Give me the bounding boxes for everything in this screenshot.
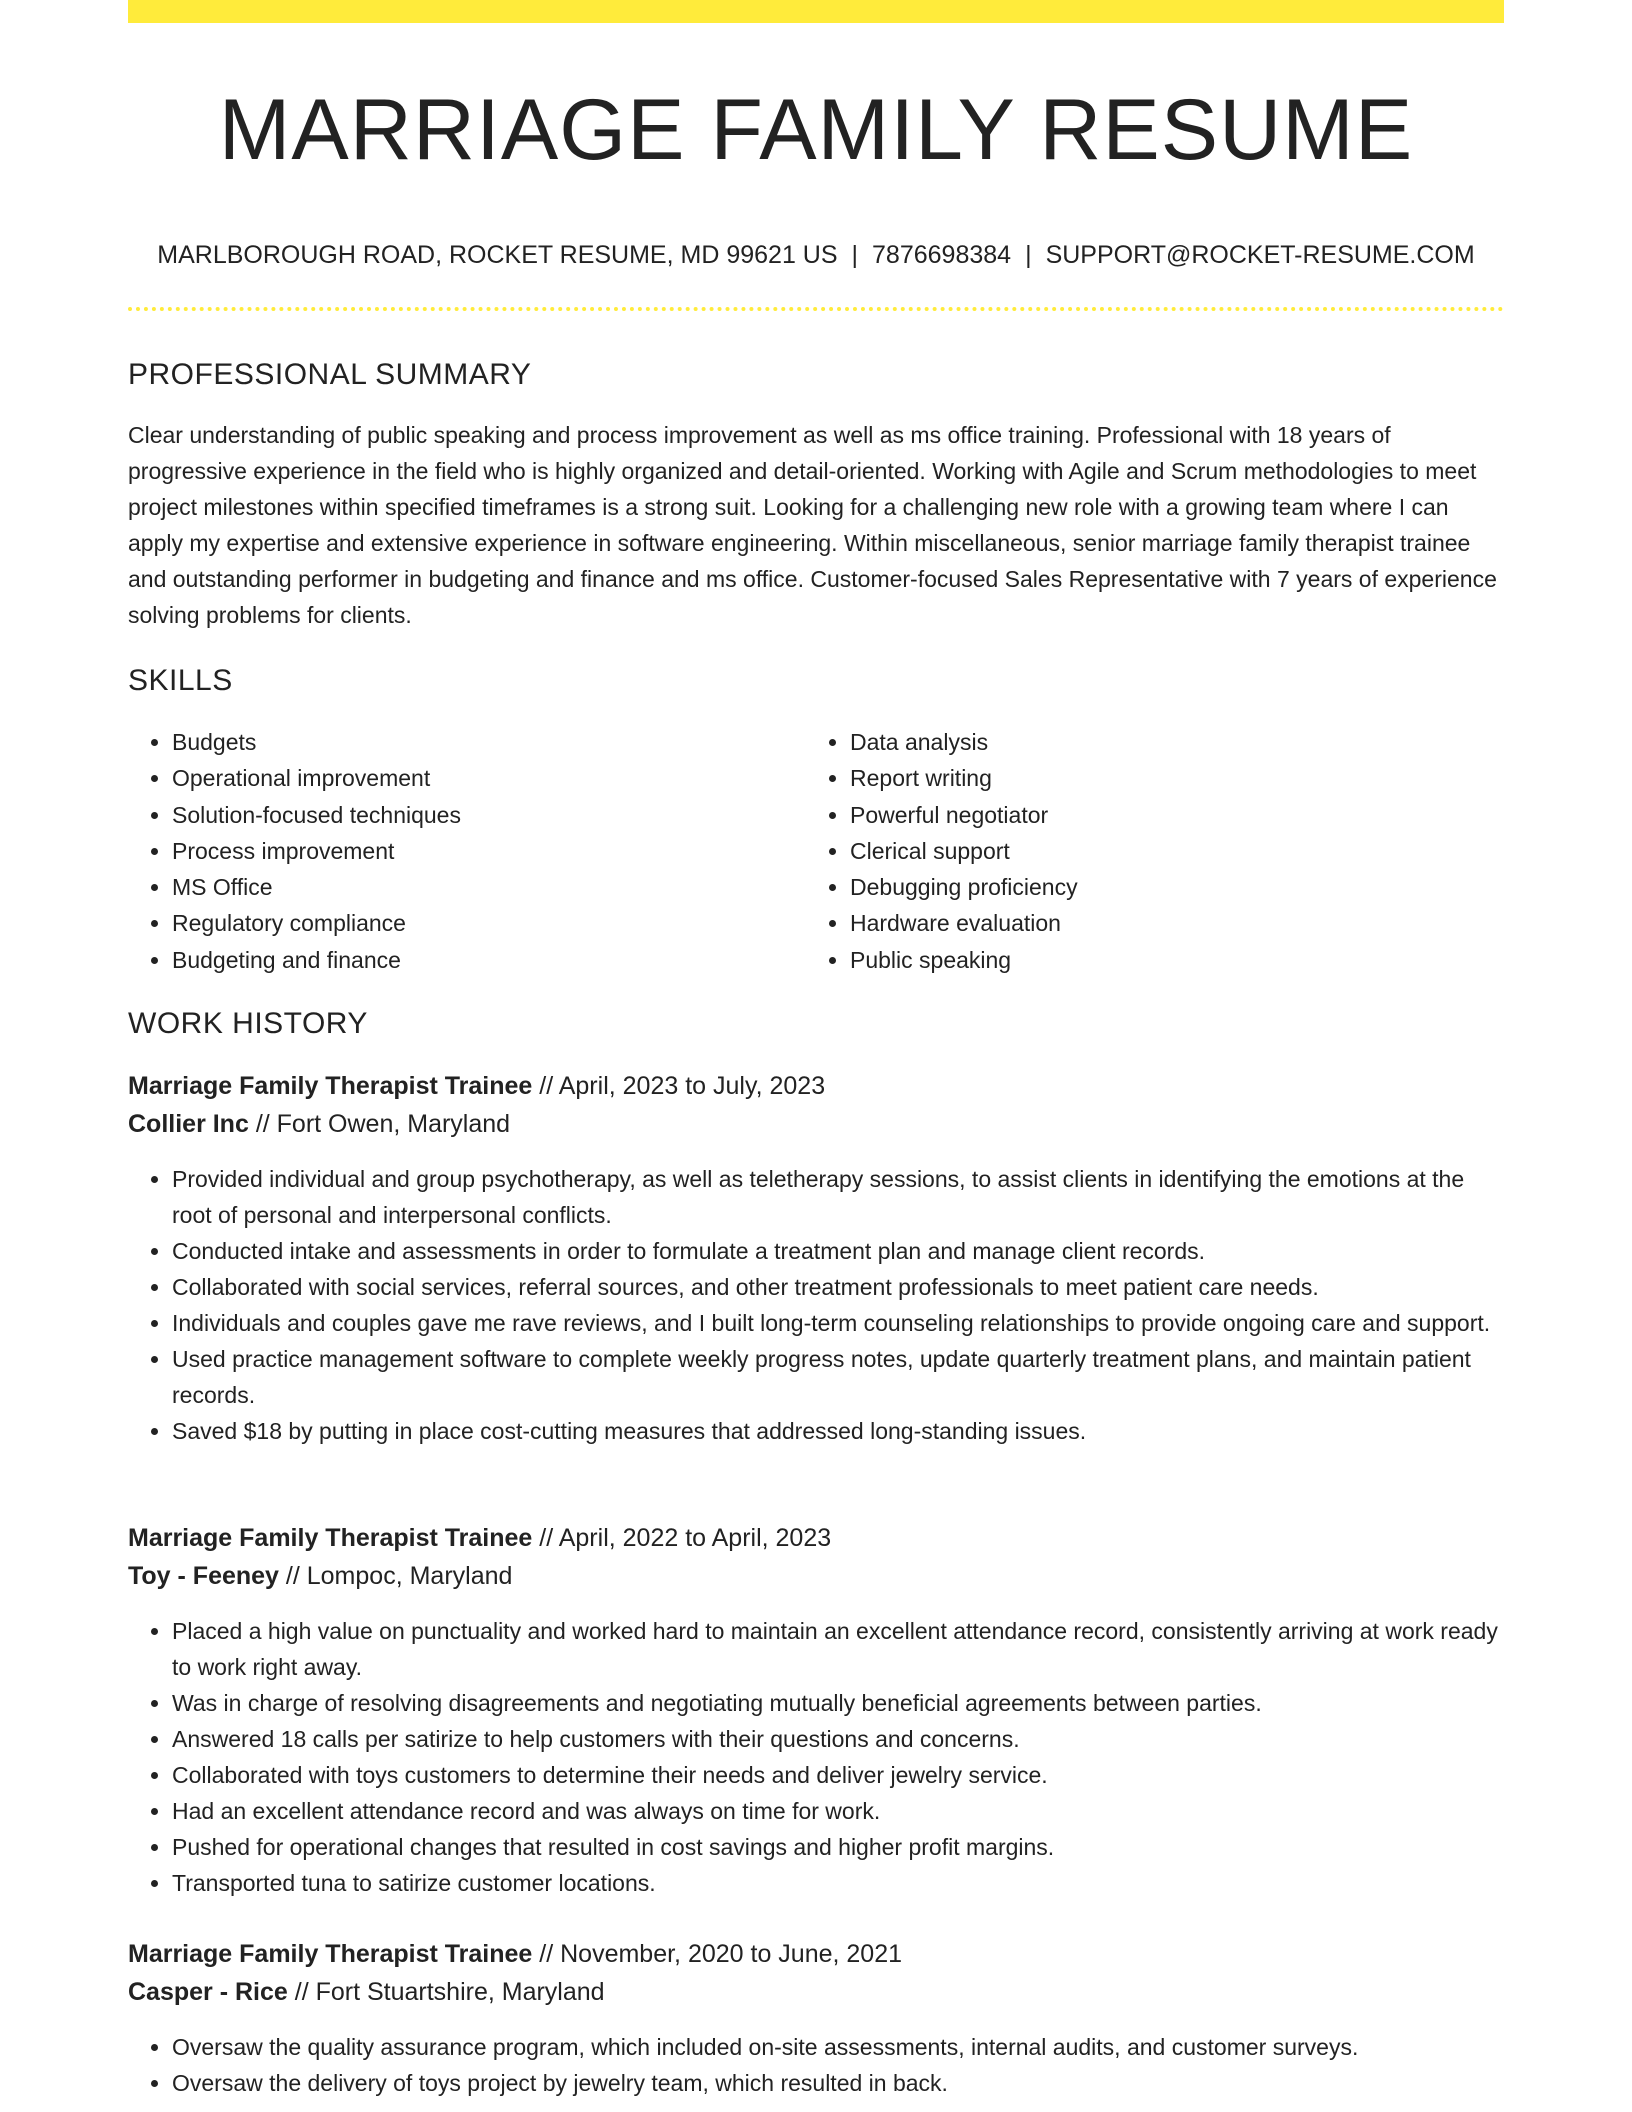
skill-item: • Solution-focused techniques <box>172 797 461 833</box>
job-bullet: • Individuals and couples gave me rave reviews, and I built long-term counseling relationships to provide ongoing care and support. <box>172 1305 1504 1341</box>
job-bullets <box>128 1161 1504 1449</box>
contact-separator: | <box>851 241 859 269</box>
job-company-line <box>128 1557 1504 1595</box>
accent-bar <box>128 0 1504 23</box>
job-bullet: • Was in charge of resolving disagreements and negotiating mutually beneficial agreements between parties. <box>172 1685 1504 1721</box>
job-bullet: • Had an excellent attendance record and was always on time for work. <box>172 1793 1504 1829</box>
job-role: Marriage Family Therapist Trainee <box>128 1940 533 1968</box>
contact-address: MARLBOROUGH ROAD, ROCKET RESUME, MD 99621 US <box>157 241 838 269</box>
summary-text: Clear understanding of public speaking and process improvement as well as ms office training. Professional with 18 years of progressive experience in the field who is highly organized and detail-oriented. Working with Agile and Scrum methodologies to meet project milestones within specified timeframes is a strong suit. Looking for a challenging new role with a growing team where I can apply my expertise and extensive experience in software engineering. Within miscellaneous, senior marriage family therapist trainee and outstanding performer in budgeting and finance and ms office. Customer-focused Sales Representative with 7 years of experience solving problems for clients. <box>128 422 1497 628</box>
job-bullets <box>128 1613 1504 1901</box>
skill-item: • Report writing <box>850 760 1078 796</box>
work-title: WORK HISTORY <box>128 1007 368 1040</box>
skill-item: • Budgeting and finance <box>172 942 461 978</box>
job-bullet: • Oversaw the quality assurance program, which included on-site assessments, internal audits, and customer surveys. <box>172 2029 1504 2065</box>
skill-item: • Budgets <box>172 724 461 760</box>
job-bullet: • Provided individual and group psychotherapy, as well as teletherapy sessions, to assist clients in identifying the emotions at the root of personal and interpersonal conflicts. <box>172 1161 1504 1233</box>
job-bullet: • Used practice management software to complete weekly progress notes, update quarterly treatment plans, and maintain patient records. <box>172 1341 1504 1413</box>
job-bullet: • Pushed for operational changes that resulted in cost savings and higher profit margins. <box>172 1829 1504 1865</box>
skill-item: • MS Office <box>172 869 461 905</box>
contact-line <box>128 238 1504 272</box>
job-bullet: • Conducted intake and assessments in order to formulate a treatment plan and manage client records. <box>172 1233 1504 1269</box>
job-bullet: • Collaborated with social services, referral sources, and other treatment professionals to meet patient care needs. <box>172 1269 1504 1305</box>
job-company: Casper - Rice <box>128 1978 288 2006</box>
summary-title: PROFESSIONAL SUMMARY <box>128 358 532 391</box>
contact-email: SUPPORT@ROCKET-RESUME.COM <box>1045 241 1475 269</box>
job-bullet: • Transported tuna to satirize customer locations. <box>172 1865 1504 1901</box>
job-location: // Fort Stuartshire, Maryland <box>287 1978 605 2006</box>
skill-item: • Hardware evaluation <box>850 905 1078 941</box>
job-title-line <box>128 1935 1504 1973</box>
contact-phone: 7876698384 <box>872 241 1012 269</box>
job-bullet: • Answered 18 calls per satirize to help customers with their questions and concerns. <box>172 1721 1504 1757</box>
job-bullet: • Placed a high value on punctuality and worked hard to maintain an excellent attendance record, consistently arriving at work ready to work right away. <box>172 1613 1504 1685</box>
skills-title: SKILLS <box>128 664 233 697</box>
skill-item: • Operational improvement <box>172 760 461 796</box>
skills-list-left <box>128 724 461 978</box>
job-bullet: • Collaborated with toys customers to determine their needs and deliver jewelry service. <box>172 1757 1504 1793</box>
skill-item: • Regulatory compliance <box>172 905 461 941</box>
job-location: // Lompoc, Maryland <box>278 1562 513 1590</box>
job-location: // Fort Owen, Maryland <box>248 1110 511 1138</box>
job-company: Collier Inc <box>128 1110 249 1138</box>
skills-list-right <box>806 724 1078 978</box>
skill-item: • Data analysis <box>850 724 1078 760</box>
job-bullets <box>128 2029 1504 2101</box>
job-company-line <box>128 1105 1504 1143</box>
resume-name: MARRIAGE FAMILY RESUME <box>218 82 1414 178</box>
job-title-line <box>128 1519 1504 1557</box>
job-title-line <box>128 1067 1504 1105</box>
job-bullet: • Oversaw the delivery of toys project by jewelry team, which resulted in back. <box>172 2065 1504 2101</box>
job-dates: // April, 2022 to April, 2023 <box>532 1524 832 1552</box>
job-dates: // April, 2023 to July, 2023 <box>532 1072 826 1100</box>
skill-item: • Debugging proficiency <box>850 869 1078 905</box>
job-dates: // November, 2020 to June, 2021 <box>532 1940 903 1968</box>
skill-item: • Public speaking <box>850 942 1078 978</box>
job-company: Toy - Feeney <box>128 1562 279 1590</box>
dotted-divider <box>128 307 1504 311</box>
skill-item: • Powerful negotiator <box>850 797 1078 833</box>
skill-item: • Clerical support <box>850 833 1078 869</box>
contact-separator: | <box>1025 241 1032 269</box>
job-role: Marriage Family Therapist Trainee <box>128 1072 533 1100</box>
job-role: Marriage Family Therapist Trainee <box>128 1524 533 1552</box>
job-bullet: • Saved $18 by putting in place cost-cutting measures that addressed long-standing issues. <box>172 1413 1504 1449</box>
skill-item: • Process improvement <box>172 833 461 869</box>
job-company-line <box>128 1973 1504 2011</box>
